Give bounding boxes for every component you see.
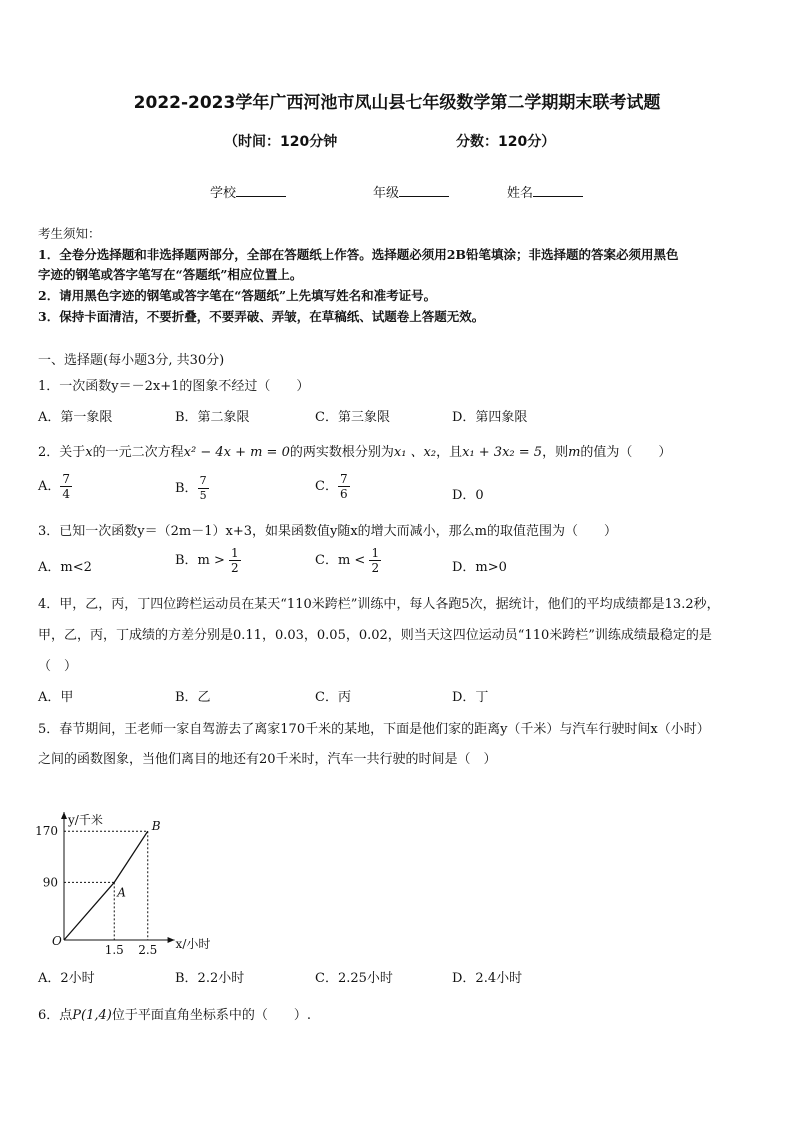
q5-option-c[interactable]: C．2.25小时 xyxy=(315,971,393,986)
q2-option-b[interactable]: B． $\frac{7}{5}$ xyxy=(175,474,207,502)
exam-score: 分数：120分） xyxy=(456,134,556,150)
q2-equation: x² − 4x + m = 0 xyxy=(183,445,290,460)
distance-time-graph xyxy=(34,780,234,960)
grade-field[interactable] xyxy=(373,182,449,201)
q4-option-b[interactable]: B．乙 xyxy=(175,690,211,705)
note-2: 2．请用黑色字迹的钢笔或答字笔在“答题纸”上先填写姓名和准考证号。 xyxy=(38,288,437,303)
point-label-A: A xyxy=(117,885,126,900)
question-4-line-3: （ ） xyxy=(38,659,78,674)
exam-time: （时间：120分钟 xyxy=(224,134,338,150)
note-1b: 字迹的钢笔或答字笔写在“答题纸”相应位置上。 xyxy=(38,267,303,282)
q5-option-d[interactable]: D．2.4小时 xyxy=(452,971,523,986)
q3-option-b[interactable]: B．m > $\frac{1}{2}$ xyxy=(175,546,239,575)
q3-option-d[interactable]: D．m>0 xyxy=(452,560,507,575)
q1-option-c[interactable]: C．第三象限 xyxy=(315,410,390,425)
exam-title: 2022-2023学年广西河池市凤山县七年级数学第二学期期末联考试题 xyxy=(133,93,661,113)
question-3: 3．已知一次函数y＝（2m－1）x+3，如果函数值y随x的增大而减小，那么m的取值范围为（ ） xyxy=(38,524,617,539)
q4-option-d[interactable]: D．丁 xyxy=(452,690,489,705)
x-tick-label: 2.5 xyxy=(138,943,158,957)
question-1: 1．一次函数y＝－2x+1的图象不经过（ ） xyxy=(38,379,310,394)
name-field[interactable] xyxy=(507,182,583,201)
q3-option-c[interactable]: C．m < $\frac{1}{2}$ xyxy=(315,546,380,575)
question-2: 2．关于x的一元二次方程x² − 4x + m = 0的两实数根分别为x₁ 、x₂，且x₁ + 3x₂ = 5，则m的值为（ ） xyxy=(38,445,672,460)
note-3: 3．保持卡面清洁，不要折叠，不要弄破、弄皱，在草稿纸、试题卷上答题无效。 xyxy=(38,309,485,324)
x-axis-arrow xyxy=(168,937,175,943)
q3-option-a[interactable]: A．m<2 xyxy=(38,560,92,575)
point-label-B: B xyxy=(151,819,161,834)
y-axis-label: y/千米 xyxy=(68,813,103,827)
section-heading: 一、选择题(每小题3分, 共30分) xyxy=(38,353,225,368)
question-4-line-2: 甲，乙，丙，丁成绩的方差分别是0.11，0.03，0.05，0.02，则当天这四位运动员“110米跨栏”训练成绩最稳定的是 xyxy=(38,628,712,643)
point-label-O: O xyxy=(52,934,62,948)
q6-point: P(1,4) xyxy=(72,1008,112,1023)
q1-option-b[interactable]: B．第二象限 xyxy=(175,410,250,425)
q4-option-a[interactable]: A．甲 xyxy=(38,690,74,705)
x-tick-label: 1.5 xyxy=(104,943,124,957)
q5-option-a[interactable]: A．2小时 xyxy=(38,971,95,986)
grade-label: 年级 xyxy=(373,186,400,201)
q2-option-c[interactable]: C． $\frac{7}{6}$ xyxy=(315,472,348,501)
school-field[interactable] xyxy=(210,182,286,201)
y-tick-label: 170 xyxy=(35,824,58,839)
data-line xyxy=(64,831,148,940)
q4-option-c[interactable]: C．丙 xyxy=(315,690,351,705)
y-tick-label: 90 xyxy=(42,875,58,890)
question-5-line-1: 5．春节期间，王老师一家自驾游去了离家170千米的某地，下面是他们家的距离y（千米）与汽车行驶时间x（小时） xyxy=(38,722,710,737)
q5-option-b[interactable]: B．2.2小时 xyxy=(175,971,245,986)
q2-option-a[interactable]: A． $\frac{7}{4}$ xyxy=(38,472,71,501)
x-axis-label: x/小时 xyxy=(175,937,211,951)
note-1a: 1．全卷分选择题和非选择题两部分，全部在答题纸上作答。选择题必须用2B铅笔填涂；非选择题的答案必须用黑色 xyxy=(38,247,679,262)
q1-option-d[interactable]: D．第四象限 xyxy=(452,410,528,425)
school-label: 学校 xyxy=(210,186,237,201)
question-5-line-2: 之间的函数图象，当他们离目的地还有20千米时，汽车一共行驶的时间是（ ） xyxy=(38,752,497,767)
notes-heading: 考生须知： xyxy=(38,226,101,241)
name-label: 姓名 xyxy=(507,186,534,201)
y-axis-arrow xyxy=(61,812,67,819)
q1-option-a[interactable]: A．第一象限 xyxy=(38,410,113,425)
question-4-line-1: 4．甲，乙，丙，丁四位跨栏运动员在某天“110米跨栏”训练中，每人各跑5次，据统计，他们的平均成绩都是13.2秒， xyxy=(38,597,720,612)
question-6: 6．点P(1,4)位于平面直角坐标系中的（ ）. xyxy=(38,1008,311,1023)
q2-option-d[interactable]: D．0 xyxy=(452,488,484,503)
